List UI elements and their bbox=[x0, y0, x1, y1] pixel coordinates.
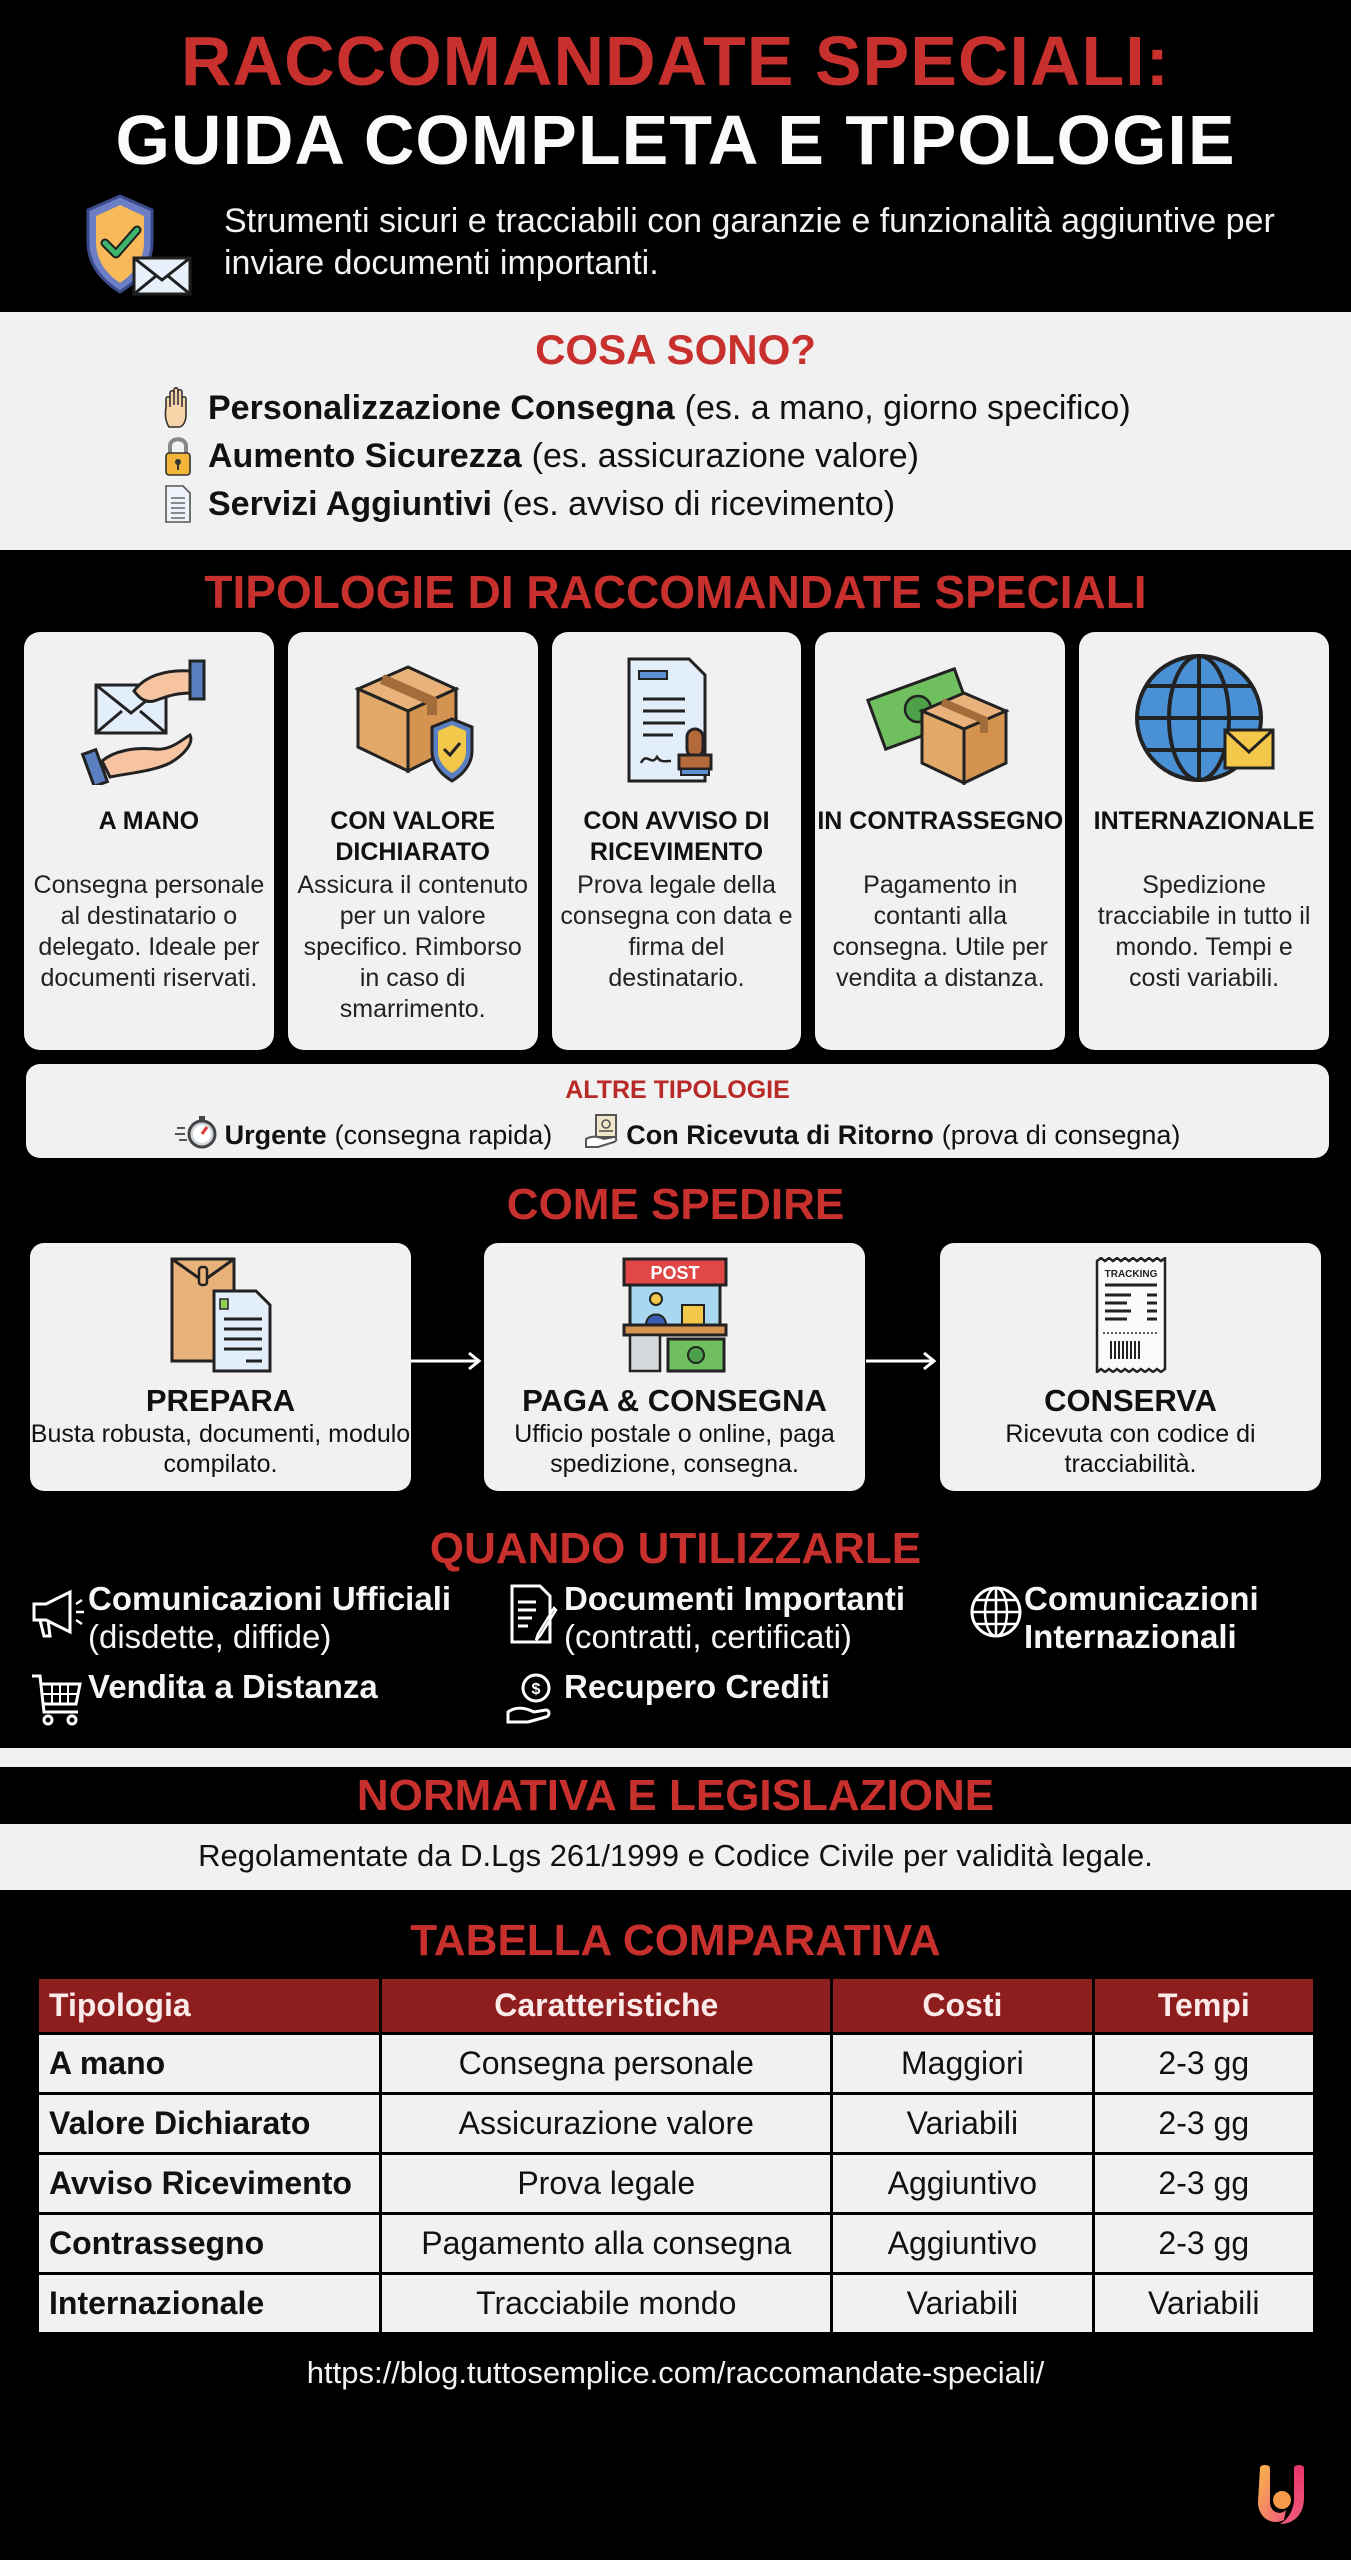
column-header: Tipologia bbox=[38, 1978, 381, 2034]
cell-costi: Variabili bbox=[832, 2274, 1093, 2334]
use-item bbox=[504, 1580, 905, 1656]
column-header: Costi bbox=[832, 1978, 1093, 2034]
tracking-receipt-icon bbox=[940, 1243, 1321, 1373]
cell-costi: Maggiori bbox=[832, 2034, 1093, 2094]
cell-caratteristiche: Assicurazione valore bbox=[381, 2094, 832, 2154]
step-prepara bbox=[30, 1243, 411, 1491]
cell-caratteristiche: Prova legale bbox=[381, 2154, 832, 2214]
item-text: (prova di consegna) bbox=[941, 1120, 1181, 1150]
tipologie-cards bbox=[24, 632, 1329, 1050]
list-item bbox=[584, 1113, 1180, 1158]
type-desc: Pagamento in contanti alla consegna. Utile per vendita a distanza. bbox=[832, 871, 1048, 992]
cell-tipologia: Avviso Ricevimento bbox=[38, 2154, 381, 2214]
cell-costi: Aggiuntivo bbox=[832, 2154, 1093, 2214]
altre-tipologie-title: ALTRE TIPOLOGIE bbox=[565, 1076, 790, 1104]
stopwatch-icon bbox=[175, 1114, 219, 1157]
type-desc: Prova legale della consegna con data e firma del destinatario. bbox=[560, 871, 793, 992]
receipt-hand-icon bbox=[584, 1113, 620, 1158]
title-line-1: RACCOMANDATE SPECIALI: bbox=[180, 22, 1170, 100]
tuttosemplice-logo-icon bbox=[1250, 2462, 1314, 2528]
step-desc: Busta robusta, documenti, modulo compilato. bbox=[30, 1420, 411, 1478]
arrow-right-icon bbox=[411, 1351, 483, 1371]
cell-costi: Aggiuntivo bbox=[832, 2214, 1093, 2274]
cart-icon bbox=[28, 1668, 88, 1738]
list-item bbox=[158, 384, 1258, 432]
source-url-link[interactable]: https://blog.tuttosemplice.com/raccomandate-speciali/ bbox=[306, 2355, 1045, 2390]
tipologie-title: TIPOLOGIE DI RACCOMANDATE SPECIALI bbox=[204, 566, 1147, 618]
step-name: CONSERVA bbox=[1044, 1383, 1217, 1418]
use-title: Comunicazioni Ufficiali bbox=[88, 1580, 452, 1617]
cell-tempi: 2-3 gg bbox=[1093, 2214, 1314, 2274]
come-spedire-title: COME SPEDIRE bbox=[506, 1180, 845, 1229]
cell-tempi: 2-3 gg bbox=[1093, 2034, 1314, 2094]
use-title: Recupero Crediti bbox=[564, 1668, 830, 1705]
title-line-2: GUIDA COMPLETA E TIPOLOGIE bbox=[115, 101, 1236, 179]
cash-box-icon bbox=[815, 650, 1065, 790]
item-title: Aumento Sicurezza bbox=[208, 436, 522, 475]
table-row bbox=[38, 2274, 1315, 2334]
cell-tipologia: A mano bbox=[38, 2034, 381, 2094]
type-desc: Assicura il contenuto per un valore specifico. Rimborso in caso di smarrimento. bbox=[297, 871, 529, 1023]
cell-tipologia: Internazionale bbox=[38, 2274, 381, 2334]
table-row bbox=[38, 2154, 1315, 2214]
use-text: (disdette, diffide) bbox=[88, 1618, 332, 1655]
column-header: Caratteristiche bbox=[381, 1978, 832, 2034]
type-card-internazionale bbox=[1079, 632, 1329, 1050]
come-spedire-steps bbox=[30, 1243, 1322, 1491]
type-name: INTERNAZIONALE bbox=[1093, 807, 1315, 835]
item-title: Urgente bbox=[224, 1120, 327, 1150]
column-header: Tempi bbox=[1093, 1978, 1314, 2034]
step-desc: Ricevuta con codice di tracciabilità. bbox=[1005, 1420, 1256, 1478]
svg-text:POST: POST bbox=[649, 1263, 700, 1283]
cell-caratteristiche: Pagamento alla consegna bbox=[381, 2214, 832, 2274]
arrow-right-icon bbox=[866, 1351, 938, 1371]
tabella-title: TABELLA COMPARATIVA bbox=[410, 1916, 941, 1965]
use-text: (contratti, certificati) bbox=[564, 1618, 852, 1655]
type-card-avviso-ricevimento bbox=[552, 632, 802, 1050]
megaphone-icon bbox=[28, 1580, 88, 1650]
envelope-document-icon bbox=[30, 1243, 411, 1373]
table-row bbox=[38, 2094, 1315, 2154]
document-icon bbox=[158, 482, 198, 526]
step-name: PAGA & CONSEGNA bbox=[522, 1383, 827, 1418]
item-title: Con Ricevuta di Ritorno bbox=[626, 1120, 934, 1150]
cell-caratteristiche: Consegna personale bbox=[381, 2034, 832, 2094]
type-name: A MANO bbox=[98, 807, 200, 835]
type-name: IN CONTRASSEGNO bbox=[817, 807, 1064, 835]
use-title: Vendita a Distanza bbox=[88, 1668, 378, 1705]
step-conserva bbox=[940, 1243, 1321, 1491]
item-text: (es. assicurazione valore) bbox=[531, 436, 920, 475]
comparison-table bbox=[36, 1976, 1316, 2335]
cell-caratteristiche: Tracciabile mondo bbox=[381, 2274, 832, 2334]
step-paga-consegna bbox=[484, 1243, 865, 1491]
document-stamp-icon bbox=[552, 650, 802, 790]
coin-hand-icon bbox=[504, 1668, 564, 1738]
hand-delivery-icon bbox=[24, 650, 274, 790]
quando-title: QUANDO UTILIZZARLE bbox=[429, 1524, 922, 1573]
step-desc: Ufficio postale o online, paga spedizione, consegna. bbox=[514, 1420, 835, 1478]
use-title: Documenti Importanti bbox=[564, 1580, 906, 1617]
item-text: (es. avviso di ricevimento) bbox=[502, 484, 896, 523]
use-item bbox=[504, 1668, 830, 1738]
table-row bbox=[38, 2214, 1315, 2274]
svg-text:$: $ bbox=[531, 1681, 541, 1698]
type-card-valore-dichiarato bbox=[288, 632, 538, 1050]
intro-text: Strumenti sicuri e tracciabili con garanzie e funzionalità aggiuntive per inviare documenti importanti. bbox=[224, 202, 1275, 282]
table-row bbox=[38, 2034, 1315, 2094]
cell-tempi: 2-3 gg bbox=[1093, 2154, 1314, 2214]
svg-text:TRACKING: TRACKING bbox=[1104, 1269, 1157, 1280]
post-office-icon bbox=[484, 1243, 865, 1373]
step-name: PREPARA bbox=[145, 1383, 296, 1418]
cell-tipologia: Contrassegno bbox=[38, 2214, 381, 2274]
item-title: Personalizzazione Consegna bbox=[208, 388, 675, 427]
globe-icon bbox=[968, 1580, 1024, 1650]
type-desc: Consegna personale al destinatario o delegato. Ideale per documenti riservati. bbox=[33, 871, 265, 992]
globe-envelope-icon bbox=[1079, 650, 1329, 790]
normativa-text: Regolamentate da D.Lgs 261/1999 e Codice Civile per validità legale. bbox=[198, 1838, 1153, 1873]
type-card-a-mano bbox=[24, 632, 274, 1050]
item-text: (es. a mano, giorno specifico) bbox=[684, 388, 1131, 427]
item-title: Servizi Aggiuntivi bbox=[208, 484, 493, 523]
padlock-icon bbox=[158, 434, 198, 478]
use-item bbox=[28, 1580, 451, 1656]
cell-tempi: Variabili bbox=[1093, 2274, 1314, 2334]
type-name: CON AVVISO DI RICEVIMENTO bbox=[583, 807, 770, 866]
box-shield-icon bbox=[288, 650, 538, 790]
use-item bbox=[28, 1668, 378, 1738]
altre-tipologie-panel bbox=[26, 1064, 1329, 1158]
normativa-title: NORMATIVA E LEGISLAZIONE bbox=[356, 1771, 995, 1820]
cell-costi: Variabili bbox=[832, 2094, 1093, 2154]
table-header-row bbox=[38, 1978, 1315, 2034]
list-item bbox=[175, 1114, 553, 1157]
cosa-sono-title: COSA SONO? bbox=[535, 326, 816, 373]
list-item bbox=[158, 432, 1258, 480]
item-text: (consegna rapida) bbox=[334, 1120, 553, 1150]
use-title: Comunicazioni Internazionali bbox=[1024, 1580, 1259, 1655]
use-item bbox=[968, 1580, 1328, 1656]
cosa-sono-list bbox=[158, 384, 1258, 528]
divider-strip bbox=[0, 1748, 1351, 1767]
cell-tempi: 2-3 gg bbox=[1093, 2094, 1314, 2154]
type-desc: Spedizione tracciabile in tutto il mondo. Tempi e costi variabili. bbox=[1097, 871, 1311, 992]
type-card-contrassegno bbox=[815, 632, 1065, 1050]
cell-tipologia: Valore Dichiarato bbox=[38, 2094, 381, 2154]
hand-icon bbox=[158, 386, 198, 430]
shield-check-envelope-icon bbox=[80, 192, 196, 296]
list-item bbox=[158, 480, 1258, 528]
type-name: CON VALORE DICHIARATO bbox=[330, 807, 496, 866]
document-pen-icon bbox=[504, 1580, 564, 1650]
